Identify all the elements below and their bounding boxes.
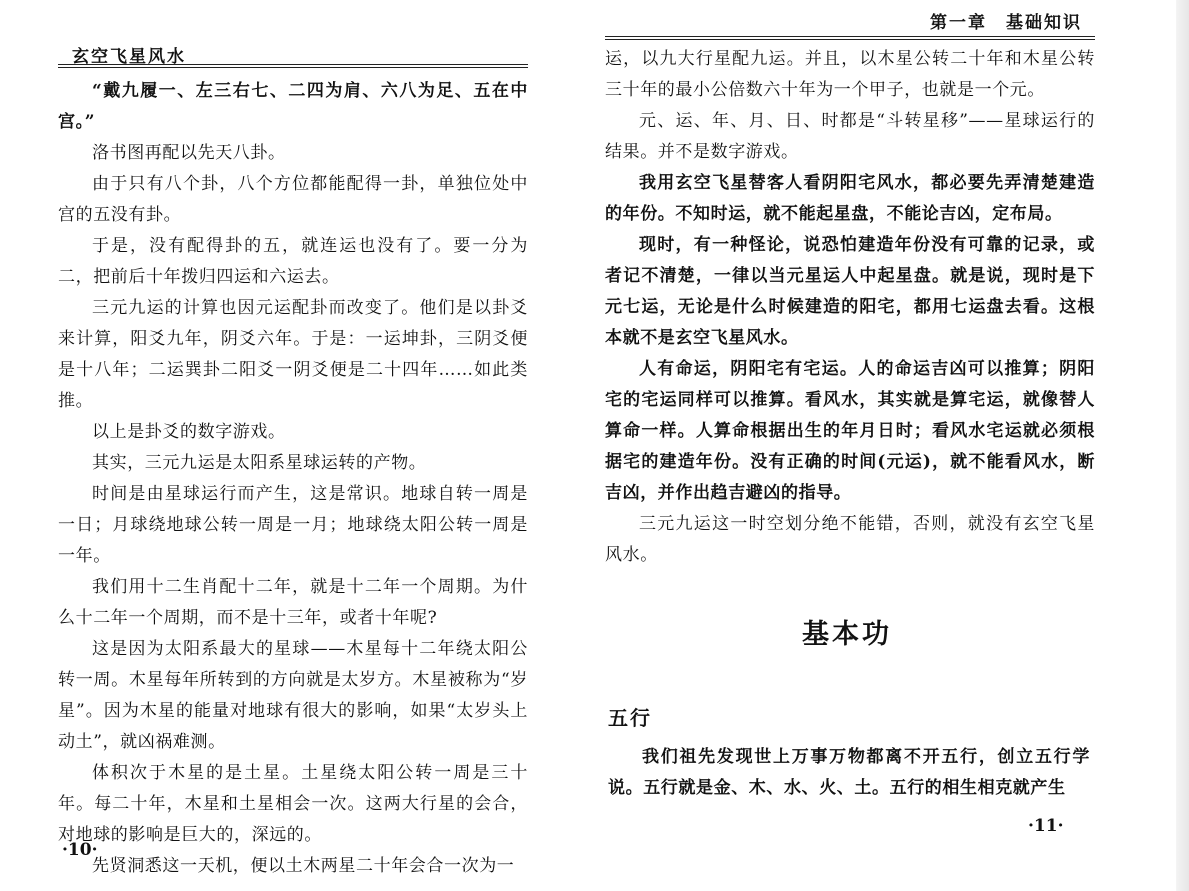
- section-title: 基本功: [802, 619, 892, 650]
- left-page: [0, 0, 580, 891]
- paragraph: 先贤洞悉这一天机，便以土木两星二十年会合一次为一: [92, 856, 515, 876]
- paragraph: 我们用十二生肖配十二年，就是十二年一个周期。为什么十二年一个周期，而不是十三年，或者十年呢?: [58, 577, 528, 628]
- paragraph: 三元九运这一时空划分绝不能错，否则，就没有玄空飞星风水。: [605, 514, 1095, 565]
- page-number: ·10·: [62, 840, 98, 860]
- section-body-text: [608, 742, 1090, 804]
- paragraph: 体积次于木星的是土星。土星绕太阳公转一周是三十年。每二十年，木星和土星相会一次。这两大行星的会合，对地球的影响是巨大的，深远的。: [58, 763, 528, 845]
- paragraph: 人有命运，阴阳宅有宅运。人的命运吉凶可以推算；阴阳宅的宅运同样可以推算。看风水，其实就是算宅运，就像替人算命一样。人算命根据出生的年月日时；看风水宅运就必须根据宅的建造年份。没有正确的时间(元运)，就不能看风水，断吉凶，并作出趋吉避凶的指导。: [605, 359, 1095, 503]
- paragraph: 我用玄空飞星替客人看阴阳宅风水，都必要先弄清楚建造的年份。不知时运，就不能起星盘，不能论吉凶，定布局。: [605, 173, 1095, 224]
- subsection-title: 五行: [608, 706, 652, 730]
- running-head-chapter: 第一章 基础知识: [930, 13, 1082, 33]
- running-head-book-title: 玄空飞星风水: [72, 47, 186, 67]
- paragraph: 这是因为太阳系最大的星球——木星每十二年绕太阳公转一周。木星每年所转到的方向就是太岁方。木星被称为“岁星”。因为木星的能量对地球有很大的影响，如果“太岁头上动土”，就凶祸难测。: [58, 639, 528, 752]
- paragraph: 洛书图再配以先天八卦。: [92, 143, 286, 163]
- paragraph: “戴九履一、左三右七、二四为肩、六八为足、五在中宫。”: [58, 81, 528, 132]
- paragraph: 运，以九大行星配九运。并且，以木星公转二十年和木星公转三十年的最小公倍数六十年为一个甲子，也就是一个元。: [605, 49, 1095, 100]
- paragraph: 我们祖先发现世上万事万物都离不开五行，创立五行学说。五行就是金、木、水、火、土。五行的相生相克就产生: [608, 747, 1090, 798]
- header-rule: [58, 64, 528, 68]
- page-number: ·11·: [1028, 816, 1064, 836]
- right-page: [590, 0, 1189, 891]
- header-rule: [605, 36, 1095, 40]
- paragraph: 元、运、年、月、日、时都是“斗转星移”——星球运行的结果。并不是数字游戏。: [605, 111, 1095, 162]
- left-body-text: [58, 76, 528, 882]
- right-body-text: [605, 44, 1095, 571]
- paragraph: 现时，有一种怪论，说恐怕建造年份没有可靠的记录，或者记不清楚，一律以当元星运人中起星盘。就是说，现时是下元七运，无论是什么时候建造的阳宅，都用七运盘去看。这根本就不是玄空飞星风水。: [605, 235, 1095, 348]
- paragraph: 于是，没有配得卦的五，就连运也没有了。要一分为二，把前后十年拨归四运和六运去。: [58, 236, 528, 287]
- paragraph: 由于只有八个卦，八个方位都能配得一卦，单独位处中宫的五没有卦。: [58, 174, 528, 225]
- paragraph: 时间是由星球运行而产生，这是常识。地球自转一周是一日；月球绕地球公转一周是一月；地球绕太阳公转一周是一年。: [58, 484, 528, 566]
- paragraph: 其实，三元九运是太阳系星球运转的产物。: [92, 453, 427, 473]
- paragraph: 三元九运的计算也因元运配卦而改变了。他们是以卦爻来计算，阳爻九年，阴爻六年。于是：一运坤卦，三阴爻便是十八年；二运巽卦二阳爻一阴爻便是二十四年……如此类推。: [58, 298, 528, 411]
- page-edge: [1176, 0, 1189, 891]
- paragraph: 以上是卦爻的数字游戏。: [92, 422, 286, 442]
